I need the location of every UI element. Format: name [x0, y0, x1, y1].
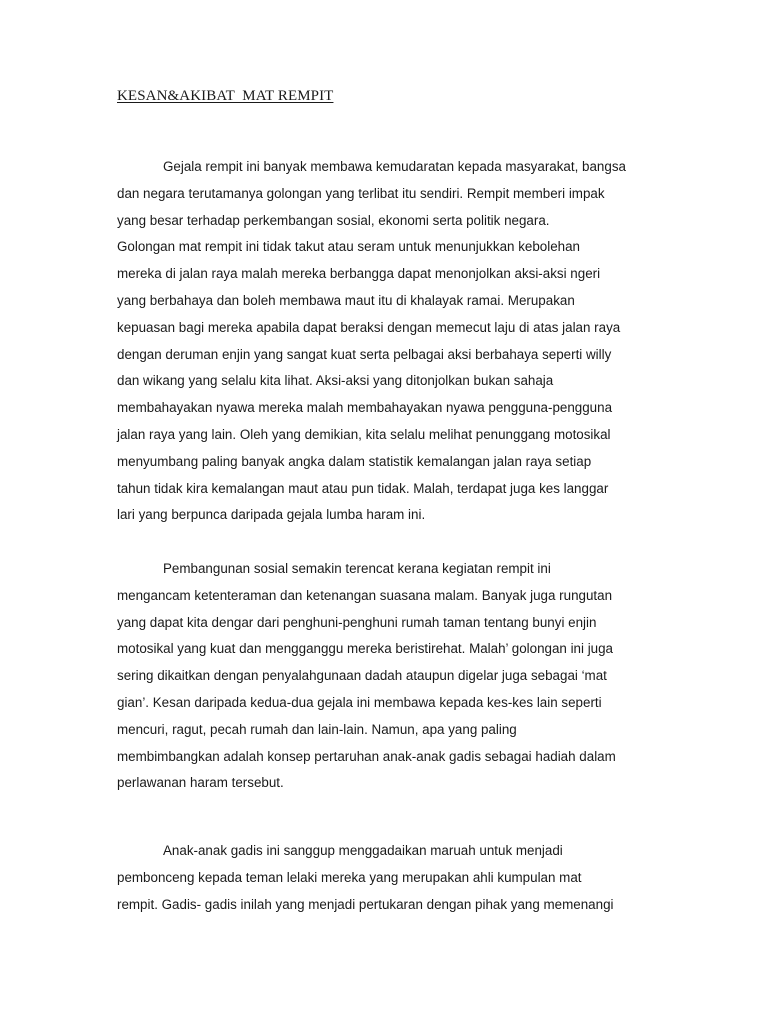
paragraph-line: kepuasan bagi mereka apabila dapat beraksi dengan memecut laju di atas jalan raya [117, 319, 621, 335]
paragraph-line: membahayakan nyawa mereka malah membahayakan nyawa pengguna-pengguna [117, 400, 613, 416]
paragraph-2 [117, 556, 677, 797]
paragraph-line: dengan deruman enjin yang sangat kuat serta pelbagai aksi berbahaya seperti willy [117, 346, 612, 362]
paragraph-line: Golongan mat rempit ini tidak takut atau seram untuk menunjukkan kebolehan [117, 239, 580, 255]
document-title: KESAN&AKIBAT MAT REMPIT [117, 88, 334, 104]
paragraph-line: Anak-anak gadis ini sanggup menggadaikan maruah untuk menjadi [163, 843, 563, 858]
paragraph-3 [117, 838, 677, 918]
paragraph-line: Gejala rempit ini banyak membawa kemudaratan kepada masyarakat, bangsa [163, 159, 626, 174]
paragraph-line: sering dikaitkan dengan penyalahgunaan dadah ataupun digelar juga sebagai ‘mat [117, 668, 607, 684]
paragraph-line: membimbangkan adalah konsep pertaruhan anak-anak gadis sebagai hadiah dalam [117, 748, 616, 764]
paragraph-line: yang besar terhadap perkembangan sosial, ekonomi serta politik negara. [117, 212, 550, 228]
paragraph-line: mencuri, ragut, pecah rumah dan lain-lain. Namun, apa yang paling [117, 721, 517, 737]
paragraph-line: pembonceng kepada teman lelaki mereka yang merupakan ahli kumpulan mat [117, 869, 582, 885]
paragraph-line: dan wikang yang selalu kita lihat. Aksi-aksi yang ditonjolkan bukan sahaja [117, 373, 554, 389]
paragraph-line: menyumbang paling banyak angka dalam statistik kemalangan jalan raya setiap [117, 453, 592, 469]
paragraph-line: tahun tidak kira kemalangan maut atau pun tidak. Malah, terdapat juga kes langgar [117, 480, 609, 496]
paragraph-line: perlawanan haram tersebut. [117, 775, 284, 791]
paragraph-line: yang berbahaya dan boleh membawa maut itu di khalayak ramai. Merupakan [117, 292, 575, 308]
paragraph-line: gian’. Kesan daripada kedua-dua gejala ini membawa kepada kes-kes lain seperti [117, 694, 602, 710]
paragraph-line: motosikal yang kuat dan mengganggu mereka beristirehat. Malah’ golongan ini juga [117, 641, 614, 657]
paragraph-line: dan negara terutamanya golongan yang terlibat itu sendiri. Rempit memberi impak [117, 185, 605, 201]
paragraph-line: jalan raya yang lain. Oleh yang demikian, kita selalu melihat penunggang motosikal [117, 426, 611, 442]
paragraph-line: yang dapat kita dengar dari penghuni-penghuni rumah taman tentang bunyi enjin [117, 614, 597, 630]
paragraph-1 [117, 154, 677, 529]
paragraph-line: mereka di jalan raya malah mereka berbangga dapat menonjolkan aksi-aksi ngeri [117, 266, 601, 282]
paragraph-line: lari yang berpunca daripada gejala lumba haram ini. [117, 507, 426, 523]
paragraph-line: rempit. Gadis- gadis inilah yang menjadi pertukaran dengan pihak yang memenangi [117, 896, 614, 912]
paragraph-line: mengancam ketenteraman dan ketenangan suasana malam. Banyak juga rungutan [117, 587, 613, 603]
paragraph-line: Pembangunan sosial semakin terencat kerana kegiatan rempit ini [163, 561, 551, 576]
